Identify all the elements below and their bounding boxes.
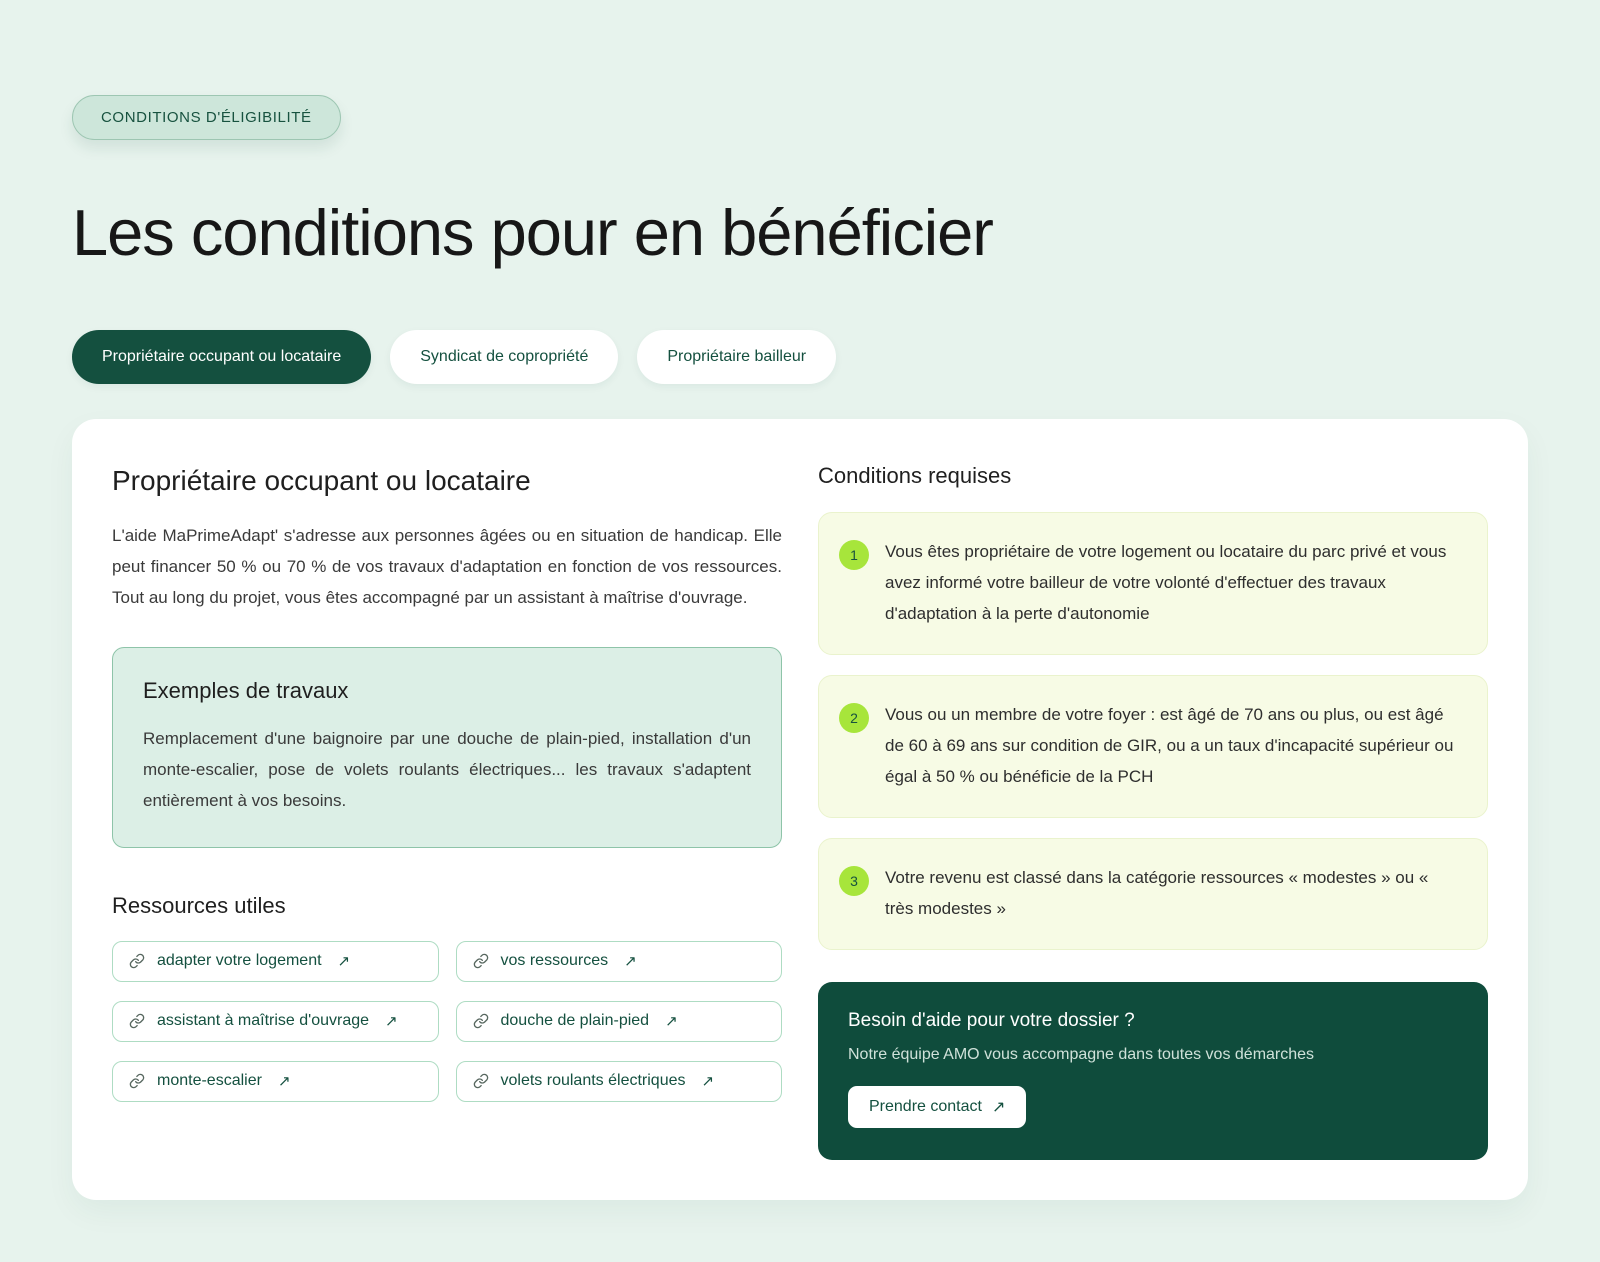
examples-box xyxy=(112,647,782,848)
resources-title: Ressources utiles xyxy=(112,892,286,918)
link-monte-escalier[interactable] xyxy=(112,1061,439,1102)
examples-title: Exemples de travaux xyxy=(143,677,349,703)
link-label: adapter votre logement xyxy=(157,952,322,970)
contact-button[interactable] xyxy=(848,1086,1026,1128)
external-arrow-icon: ↗ xyxy=(337,953,351,971)
condition-text: Vous êtes propriétaire de votre logement ou locataire du parc privé et vous avez informé votre bailleur de votre volonté d'effectuer des travaux d'adaptation à la perte d'autonomie xyxy=(885,542,1447,623)
condition-card-1 xyxy=(818,512,1488,655)
condition-text: Vous ou un membre de votre foyer : est âgé de 70 ans ou plus, ou est âgé de 60 à 69 ans sur condition de GIR, ou a un taux d'incapacité supérieur ou égal à 50 % ou bénéficie de la PCH xyxy=(885,704,1454,786)
conditions-title: Conditions requises xyxy=(818,463,1012,488)
left-column xyxy=(112,459,782,1160)
examples-text: Remplacement d'une baignoire par une douche de plain-pied, installation d'un monte-escalier, pose de volets roulants électriques... les travaux s'adaptent entièrement à vos besoins. xyxy=(143,728,751,810)
condition-text: Votre revenu est classé dans la catégorie ressources « modestes » ou « très modestes » xyxy=(885,867,1429,918)
link-label: monte-escalier xyxy=(157,1072,262,1090)
link-volets-roulants-electriques[interactable] xyxy=(456,1061,783,1102)
condition-number-badge: 2 xyxy=(839,703,869,733)
link-icon xyxy=(129,953,145,969)
section-heading: Propriétaire occupant ou locataire xyxy=(112,465,531,496)
link-label: assistant à maîtrise d'ouvrage xyxy=(157,1012,370,1030)
tab-bar xyxy=(72,330,1528,384)
external-arrow-icon: ↗ xyxy=(991,1098,1006,1116)
right-column xyxy=(818,459,1488,1160)
content-panel xyxy=(72,419,1528,1200)
tab-syndicat-copropriete[interactable]: Syndicat de copropriété xyxy=(390,330,618,384)
link-icon xyxy=(473,953,489,969)
link-douche-plain-pied[interactable] xyxy=(456,1001,783,1042)
tab-proprietaire-bailleur[interactable]: Propriétaire bailleur xyxy=(637,330,836,384)
external-arrow-icon: ↗ xyxy=(277,1073,291,1091)
link-vos-ressources[interactable] xyxy=(456,941,783,982)
external-arrow-icon: ↗ xyxy=(665,1013,678,1031)
link-icon xyxy=(129,1073,145,1089)
tab-proprietaire-occupant[interactable]: Propriétaire occupant ou locataire xyxy=(72,330,371,384)
help-card xyxy=(818,982,1488,1160)
link-assistant-maitrise-ouvrage[interactable] xyxy=(112,1001,439,1042)
link-icon xyxy=(473,1013,489,1029)
link-icon xyxy=(473,1073,489,1089)
help-subtitle: Notre équipe AMO vous accompagne dans toutes vos démarches xyxy=(848,1045,1315,1063)
condition-number-badge: 3 xyxy=(839,866,869,896)
intro-paragraph: L'aide MaPrimeAdapt' s'adresse aux personnes âgées ou en situation de handicap. Elle peut financer 50 % ou 70 % de vos travaux d'adaptation en fonction de vos ressources. Tout au long du projet, vous êtes accompagné par un assistant à maîtrise d'ouvrage. xyxy=(112,526,782,607)
condition-card-3 xyxy=(818,838,1488,950)
contact-button-label: Prendre contact xyxy=(869,1097,982,1115)
link-label: vos ressources xyxy=(500,952,609,970)
link-icon xyxy=(129,1013,145,1029)
link-label: volets roulants électriques xyxy=(500,1072,686,1090)
help-title: Besoin d'aide pour votre dossier ? xyxy=(848,1009,1135,1031)
external-arrow-icon: ↗ xyxy=(624,953,637,971)
link-label: douche de plain-pied xyxy=(500,1012,650,1030)
external-arrow-icon: ↗ xyxy=(701,1073,715,1091)
link-adapter-votre-logement[interactable] xyxy=(112,941,439,982)
resource-links xyxy=(112,941,782,1102)
condition-number-badge: 1 xyxy=(839,540,869,570)
page-title: Les conditions pour en bénéficier xyxy=(72,196,993,269)
condition-card-2 xyxy=(818,675,1488,818)
eligibility-badge: CONDITIONS D'ÉLIGIBILITÉ xyxy=(72,95,341,140)
external-arrow-icon: ↗ xyxy=(385,1013,398,1031)
